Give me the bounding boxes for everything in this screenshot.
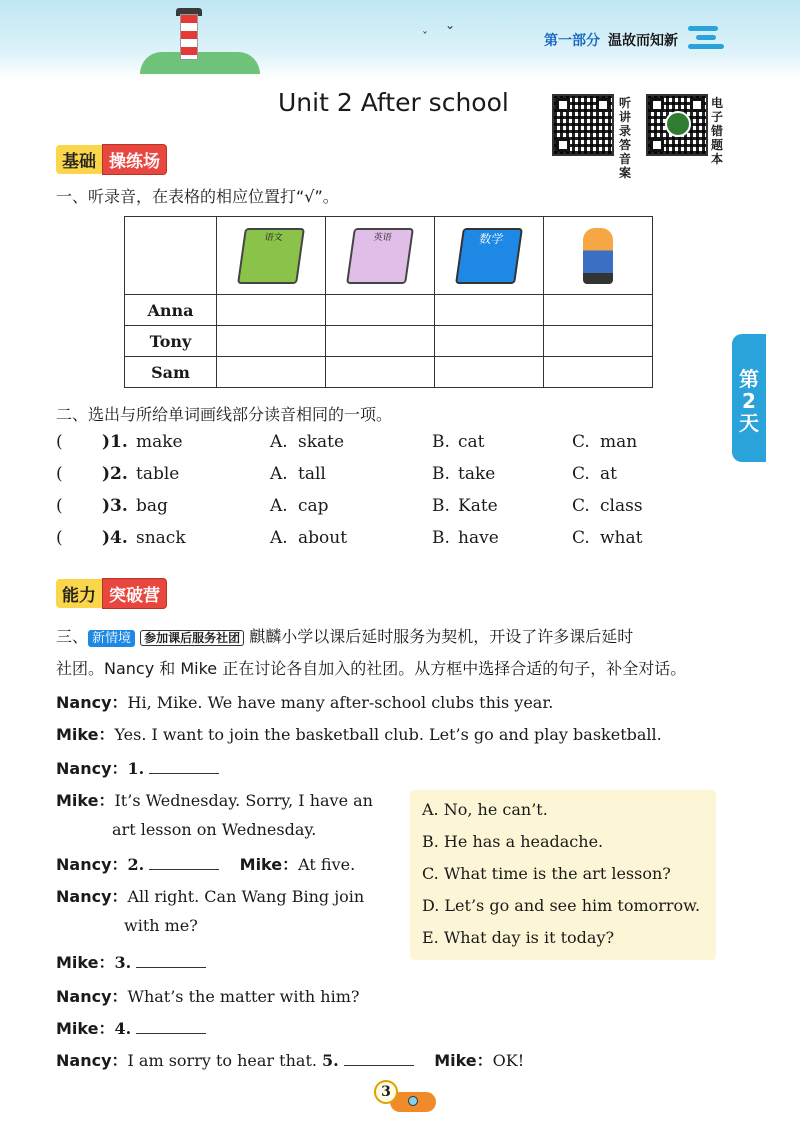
options-box [410,790,716,960]
english-book-icon: 英语 [326,217,435,295]
qr-label-audio: 听讲 录答 音案 [618,96,631,180]
question-3-intro-2: 社团。Nancy 和 Mike 正在讨论各自加入的社团。从方框中选择合适的句子，补全对话。 [56,659,687,678]
dialog-line-cont: with me? [124,916,198,935]
hill-illustration [140,52,260,74]
header-part: 第一部分 [544,33,600,49]
bird-icon: ˇ [422,30,428,44]
header-mark-icon [688,24,724,50]
dialog-line: Mike：3. [56,950,206,973]
math-book-icon: 数学 [435,217,544,295]
answer-blank-2[interactable] [149,856,219,870]
submarine-window-icon [408,1096,418,1106]
context-topic-tag: 参加课后服务社团 [140,630,244,646]
page-title: Unit 2 After school [278,88,509,117]
question-3-intro: 三、 新情境 参加课后服务社团 麒麟小学以课后延时服务为契机，开设了许多课后延时 [56,627,634,646]
new-context-tag: 新情境 [88,630,135,647]
table-row: Sam [125,357,653,388]
dialog-line: Mike：Yes. I want to join the basketball club. Let’s go and play basketball. [56,725,662,744]
dialog-line: Nancy：What’s the matter with him? [56,987,360,1006]
option-e: E. What day is it today? [422,928,615,947]
lighthouse-icon [180,14,198,60]
section-basic: 基础 操练场 [56,146,167,172]
dialog-line: Nancy：1. [56,756,219,779]
dialog-line: Mike：4. [56,1016,206,1039]
question-2-text: 二、选出与所给单词画线部分读音相同的一项。 [56,405,393,424]
answer-blank-4[interactable] [136,1020,206,1034]
page-number: 3 [374,1080,398,1104]
option-b: B. He has a headache. [422,832,604,851]
dialog-line: Nancy：Hi, Mike. We have many after-school clubs this year. [56,693,554,712]
answer-blank-5[interactable] [344,1052,414,1066]
dialog-line: Nancy：2. Mike：At five. [56,855,356,874]
table-row: Anna [125,295,653,326]
section-ability: 能力 突破营 [56,580,167,606]
answer-blank-3[interactable] [136,954,206,968]
qr-code-audio[interactable] [552,94,614,156]
qr-logo-icon [665,111,691,137]
option-a: A. No, he can’t. [422,800,548,819]
answer-blank-1[interactable] [149,760,219,774]
dialog-line: Mike：It’s Wednesday. Sorry, I have an [56,791,373,810]
table-row: Tony [125,326,653,357]
question-1-text: 一、听录音，在表格的相应位置打“√”。 [56,187,339,206]
option-d: D. Let’s go and see him tomorrow. [422,896,701,915]
header-topic: 温故而知新 [608,33,678,49]
bird-icon: ⌄ [445,18,456,32]
page-header [0,0,800,78]
dialog-line: Nancy：I am sorry to hear that. 5. Mike：OK! [56,1051,525,1070]
listening-table [124,216,653,388]
skating-kid-icon [544,217,653,295]
qr-label-errors: 电 子 错 题 本 [710,96,723,166]
day-side-tab: 第 2 天 [732,334,766,462]
dialog-line-cont: art lesson on Wednesday. [112,820,317,839]
chinese-book-icon: 语文 [217,217,326,295]
dialog-line: Nancy：All right. Can Wang Bing join [56,887,365,906]
option-c: C. What time is the art lesson? [422,864,671,883]
